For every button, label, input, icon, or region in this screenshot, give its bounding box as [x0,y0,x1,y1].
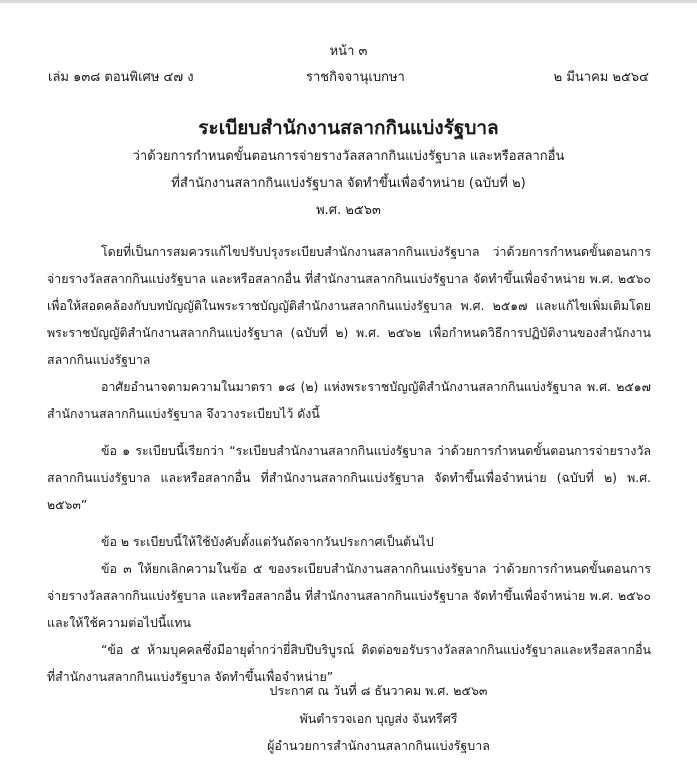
top-border [0,0,697,3]
gazette-name: ราชกิจจานุเบกษา [306,70,405,85]
preamble-paragraph: โดยที่เป็นการสมควรแก้ไขปรับปรุงระเบียบสำนักงานสลากกินแบ่งรัฐบาล ว่าด้วยการกำหนดขั้นตอนการจ่ายรางวัลสลากกินแบ่งรัฐบาล และหรือสลากอื่น ที่สำนักงานสลากกินแบ่งรัฐบาล จัดทำขึ้นเพื่อจำหน่าย พ.ศ. ๒๕๖๐ เพื่อให้สอดคล้องกับบทบัญญัติในพระราชบัญญัติสำนักงานสลากกินแบ่งรัฐบาล พ.ศ. ๒๕๑๗ และแก้ไขเพิ่มเติมโดยพระราชบัญญัติสำนักงานสลากกินแบ่งรัฐบาล (ฉบับที่ ๒) พ.ศ. ๒๕๖๒ เพื่อกำหนดวิธีการปฏิบัติงานของสำนักงานสลากกินแบ่งรัฐบาล [47,244,651,367]
regulation-subtitle-2: ที่สำนักงานสลากกินแบ่งรัฐบาล จัดทำขึ้นเพื่อจำหน่าย (ฉบับที่ ๒) [171,176,526,191]
clause-5-new-text: “ข้อ ๕ ห้ามบุคคลซึ่งมีอายุต่ำกว่ายี่สิบปีบริบูรณ์ ติดต่อขอรับรางวัลสลากกินแบ่งรัฐบาลและหรือสลากอื่น ที่สำนักงานสลากกินแบ่งรัฐบาล จัดทำขึ้นเพื่อจำหน่าย” [47,642,651,684]
signatory-name: พันตำรวจเอก บุญส่ง จันทรีศรี [299,711,458,726]
clause-2: ข้อ ๒ ระเบียบนี้ให้ใช้บังคับตั้งแต่วันถัดจากวันประกาศเป็นต้นไป [101,534,434,549]
page-number: หน้า ๓ [329,44,368,59]
volume-info: เล่ม ๑๓๘ ตอนพิเศษ ๔๗ ง [48,70,194,85]
regulation-subtitle-1: ว่าด้วยการกำหนดขั้นตอนการจ่ายรางวัลสลากกินแบ่งรัฐบาล และหรือสลากอื่น [132,149,565,164]
regulation-year: พ.ศ. ๒๕๖๓ [316,203,381,218]
regulation-title: ระเบียบสำนักงานสลากกินแบ่งรัฐบาล [198,117,499,139]
announcement-date: ประกาศ ณ วันที่ ๘ ธันวาคม พ.ศ. ๒๕๖๓ [269,683,488,698]
clause-3: ข้อ ๓ ให้ยกเลิกความในข้อ ๕ ของระเบียบสำนักงานสลากกินแบ่งรัฐบาล ว่าด้วยการกำหนดขั้นตอนการจ่ายรางวัลสลากกินแบ่งรัฐบาล และหรือสลากอื่น ที่สำนักงานสลากกินแบ่งรัฐบาล จัดทำขึ้นเพื่อจำหน่าย พ.ศ. ๒๕๖๐ และให้ใช้ความต่อไปนี้แทน [47,561,651,630]
clause-1: ข้อ ๑ ระเบียบนี้เรียกว่า “ระเบียบสำนักงานสลากกินแบ่งรัฐบาล ว่าด้วยการกำหนดขั้นตอนการจ่ายรางวัลสลากกินแบ่งรัฐบาล และหรือสลากอื่น ที่สำนักงานสลากกินแบ่งรัฐบาล จัดทำขึ้นเพื่อจำหน่าย (ฉบับที่ ๒) พ.ศ. ๒๕๖๓” [47,443,651,512]
regulation-body [47,238,651,690]
signatory-position: ผู้อำนวยการสำนักงานสลากกินแบ่งรัฐบาล [267,738,490,753]
publish-date: ๒ มีนาคม ๒๕๖๔ [553,70,649,85]
authority-paragraph: อาศัยอำนาจตามความในมาตรา ๑๘ (๒) แห่งพระราชบัญญัติสำนักงานสลากกินแบ่งรัฐบาล พ.ศ. ๒๕๑๗ สำนักงานสลากกินแบ่งรัฐบาล จึงวางระเบียบไว้ ดังนี้ [47,379,651,421]
